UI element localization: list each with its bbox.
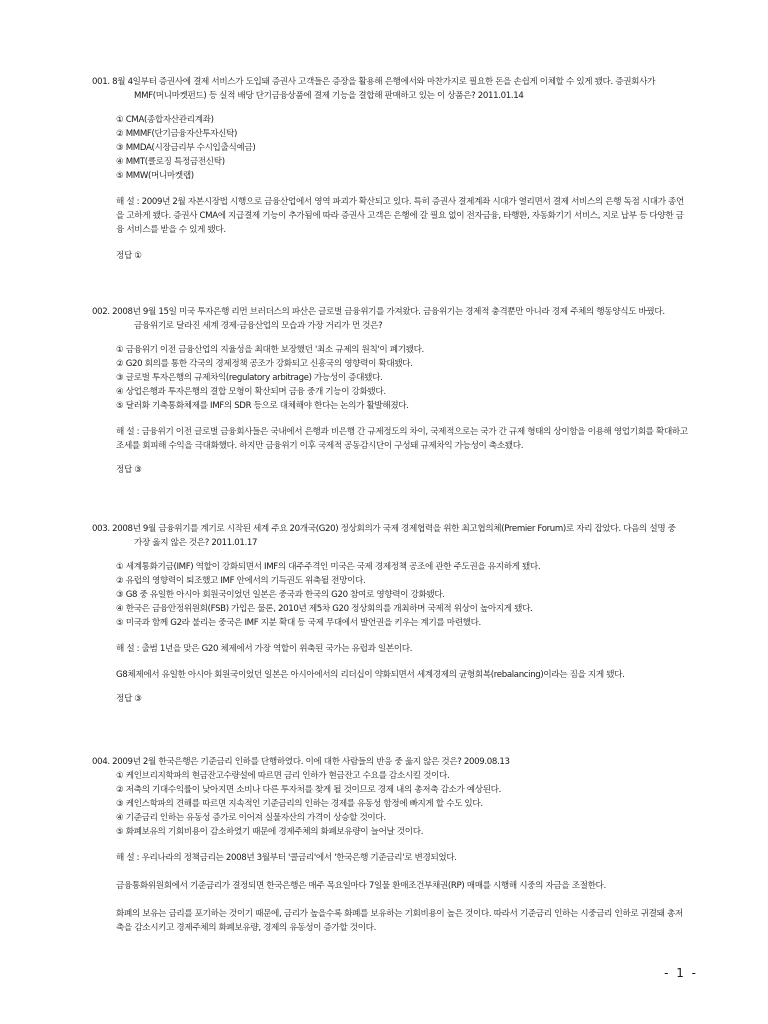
option-3: ③ MMDA(시장금리부 수시입출식예금) [116, 143, 256, 153]
explanation-paragraph: 해 설 : 우리나라의 정책금리는 2008년 3월부터 '콜금리'에서 '한국은행 기준금리'로 변경되었다. [116, 853, 457, 863]
option-2: ② MMMF(단기금융자산투자신탁) [116, 129, 238, 139]
option-4: ④ MMT(클로징 특정금전신탁) [116, 157, 225, 167]
option-5: ⑤ 미국과 함께 G2라 불리는 중국은 IMF 지분 확대 등 국제 무대에서 발언권을 키우는 계기를 마련했다. [116, 618, 481, 628]
question-stem-line1: 001. 8월 4일부터 증권사에 결제 서비스가 도입돼 증권사 고객들은 증장을 활용해 은행에서와 마찬가지로 필요한 돈을 손쉽게 이체할 수 있게 됐다. 증권회사가 [92, 77, 656, 87]
option-5: ⑤ 달러화 기축통화체제를 IMF의 SDR 등으로 대체해야 한다는 논의가 활발해졌다. [116, 401, 409, 411]
explanation [92, 642, 690, 682]
question-stem [92, 305, 690, 333]
options-list [92, 343, 690, 413]
explanation [92, 851, 690, 935]
options-list [92, 769, 690, 839]
question-stem-line1: 003. 2008년 9월 금융위기를 계기로 시작된 세계 주요 20개국(G20) 정상회의가 국제 경제협력을 위한 최고협의체(Premier Forum)로 자리 잡았다. 다음의 설명 중 [92, 524, 676, 534]
explanation-paragraph: 해 설 : 출범 1년을 맞은 G20 체제에서 가장 역할이 위축된 국가는 유럽과 일본이다. [116, 644, 413, 654]
question-stem-line2: MMF(머니마켓펀드) 등 실적 배당 단기금융상품에 결제 기능을 결합해 판매하고 있는 이 상품은? 2011.01.14 [134, 91, 524, 101]
options-list [92, 560, 690, 630]
question-stem-line2: 가장 옳지 않은 것은? 2011.01.17 [134, 538, 258, 548]
explanation-paragraph: 화폐의 보유는 금리를 포기하는 것이기 때문에, 금리가 높을수록 화폐를 보유하는 기회비용이 높은 것이다. 따라서 기준금리 인하는 시중금리 인하로 귀결돼 총저축을 감소시키고 경제주체의 화폐보유량, 경제의 유동성이 증가할 것이다. [116, 909, 683, 933]
option-3: ③ 케인스학파의 견해를 따르면 지속적인 기준금리의 인하는 경제를 유동성 함정에 빠지게 할 수도 있다. [116, 799, 483, 809]
explanation-paragraph: 금융통화위원회에서 기준금리가 결정되면 한국은행은 매주 목요일마다 7일물 환매조건부채권(RP) 매매를 시행해 시중의 자금을 조절한다. [116, 881, 606, 891]
option-2: ② 유럽의 영향력이 퇴조했고 IMF 안에서의 기득권도 위축될 전망이다. [116, 576, 366, 586]
question-stem-line1: 002. 2008년 9월 15일 미국 투자은행 리먼 브러더스의 파산은 글로벌 금융위기를 가져왔다. 금융위기는 경제적 충격뿐만 아니라 경제 주체의 행동양식도 바꿨다. [92, 307, 665, 317]
question-stem [92, 522, 690, 550]
question-stem [92, 75, 690, 103]
question-002 [92, 305, 690, 477]
question-001 [92, 75, 690, 263]
option-1: ① CMA(종합자산관리계좌) [116, 115, 214, 125]
explanation-paragraph: 해 설 : 2009년 2월 자본시장법 시행으로 금융산업에서 영역 파괴가 확산되고 있다. 특히 증권사 결제계좌 시대가 열리면서 결제 서비스의 은행 독점 시대가 종언을 고하게 됐다. 증권사 CMA에 지급결제 기능이 추가됨에 따라 증권사 고객은 은행에 갈 필요 없이 전자금융, 타행환, 자동화기기 서비스, 지로 납부 등 다양한 금융 서비스를 받을 수 있게 됐다. [116, 197, 684, 235]
question-003 [92, 522, 690, 706]
option-4: ④ 상업은행과 투자은행의 결합 모형이 확산되며 금융 중개 기능이 강화됐다. [116, 387, 386, 397]
answer: 정답 ① [116, 251, 142, 261]
option-5: ⑤ MMW(머니마켓랩) [116, 171, 194, 181]
option-1: ① 금융위기 이전 금융산업의 지율성을 최대한 보장했던 '최소 규제의 원칙'이 폐기됐다. [116, 345, 424, 355]
explanation [92, 425, 690, 453]
question-004 [92, 755, 690, 945]
answer: 정답 ③ [116, 465, 142, 475]
option-3: ③ 글로벌 투자은행의 규제차익(regulatory arbitrage) 가능성이 증대됐다. [116, 373, 383, 383]
option-1: ① 세계통화기금(IMF) 역할이 강화되면서 IMF의 대주주격인 미국은 국제 경제정책 공조에 관한 주도권을 유지하게 됐다. [116, 562, 541, 572]
explanation-paragraph: G8체제에서 유일한 아시아 회원국이었던 일본은 아시아에서의 리더십이 약화되면서 세계경제의 균형회복(rebalancing)이라는 짐을 지게 됐다. [116, 670, 625, 680]
explanation [92, 195, 690, 237]
option-2: ② G20 회의를 통한 각국의 경제정책 공조가 강화되고 신흥국의 영향력이 확대됐다. [116, 359, 413, 369]
question-stem-line1: 004. 2009년 2월 한국은행은 기준금리 인하를 단행하였다. 이에 대한 사람들의 반응 중 옳지 않은 것은? 2009.08.13 [92, 757, 510, 767]
option-4: ④ 한국은 금융안정위원회(FSB) 가입은 물론, 2010년 제5차 G20 정상회의를 개최하며 국제적 위상이 높아지게 됐다. [116, 604, 533, 614]
explanation-paragraph: 해 설 : 금융위기 이전 글로벌 금융회사들은 국내에서 은행과 비은행 간 규제정도의 차이, 국제적으로는 국가 간 규제 형태의 상이함을 이용해 영업기회를 확대하고 조세를 회피해 수익을 극대화했다. 하지만 금융위기 이후 국제적 공동감시단이 구성돼 규제차익 가능성이 축소됐다. [116, 427, 688, 451]
answer: 정답 ③ [116, 694, 142, 704]
option-3: ③ G8 중 유일한 아시아 회원국이었던 일본은 중국과 한국의 G20 참여로 영향력이 강화됐다. [116, 590, 445, 600]
option-1: ① 케인브리지학파의 현금잔고수량설에 따르면 금리 인하가 현금잔고 수요를 감소시킬 것이다. [116, 771, 450, 781]
option-4: ④ 기준금리 인하는 유동성 증가로 이어져 실물자산의 가격이 상승할 것이다. [116, 813, 386, 823]
options-list [92, 113, 690, 183]
page-number: - 1 - [664, 966, 698, 980]
option-5: ⑤ 화폐보유의 기회비용이 감소하였기 때문에 경제주체의 화폐보유량이 늘어날 것이다. [116, 827, 424, 837]
question-stem-line2: 금융위기로 달라진 세계 경제·금융산업의 모습과 가장 거리가 먼 것은? [134, 321, 383, 331]
question-stem [92, 755, 690, 769]
option-2: ② 저축의 기대수익률이 낮아지면 소비나 다른 투자처를 찾게 될 것이므로 경제 내의 총저축 감소가 예상된다. [116, 785, 501, 795]
